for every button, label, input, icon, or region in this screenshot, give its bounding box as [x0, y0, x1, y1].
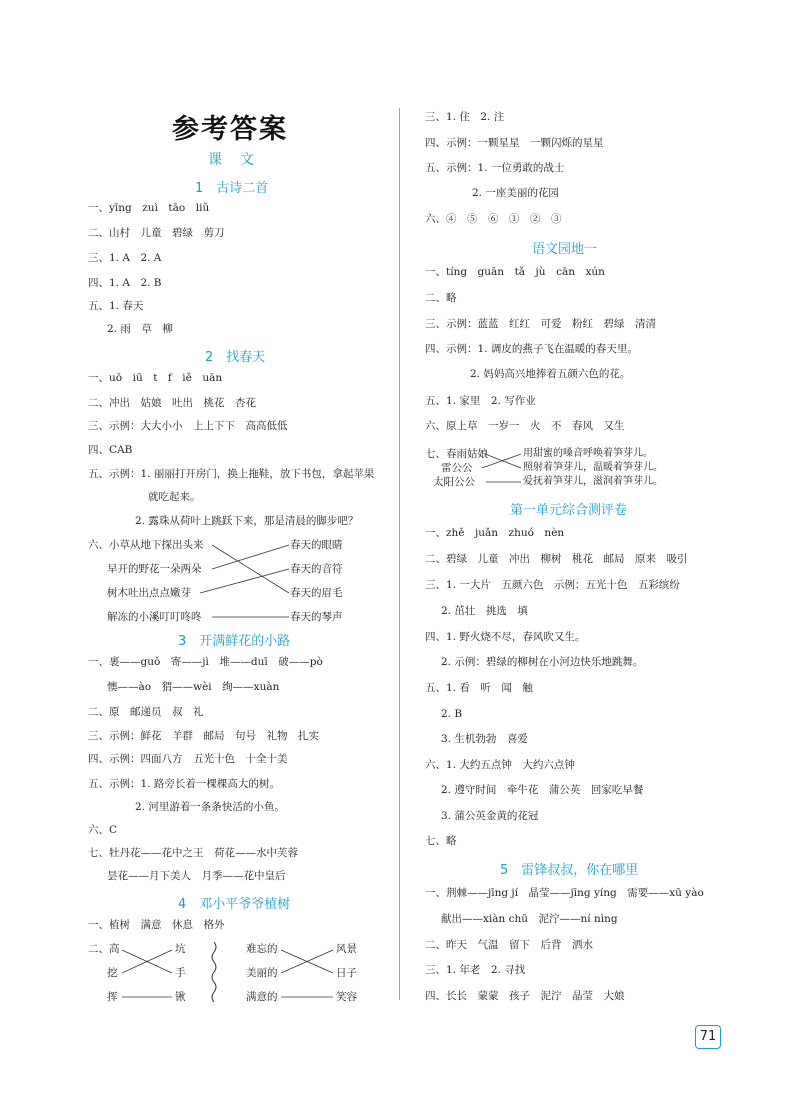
page-number: 71: [695, 1025, 721, 1049]
answer-line: 四、示例：四面八方 五光十色 十全十美: [88, 753, 288, 765]
answer-line: 就吃起来。: [148, 491, 201, 503]
answer-line: 七、略: [425, 835, 457, 847]
section-unit1-test: 第一单元综合测评卷: [510, 503, 628, 518]
match-right-item: 春天的琴声: [290, 611, 343, 623]
match-left-item: 七、春雨姑娘: [425, 448, 488, 460]
answer-line: 一、荆棘——jīng jí 晶莹——jīng yíng 需要——xū yào: [425, 887, 704, 899]
match-left-item: 挖: [107, 967, 118, 979]
match-right-item: 坑: [175, 943, 186, 955]
match-right-item: 用甜蜜的嗓音呼唤着笋芽儿。: [523, 448, 653, 459]
answer-line: 五、示例：1. 路旁长着一棵棵高大的树。: [88, 778, 280, 790]
answer-line: 五、1. 春天: [88, 300, 144, 312]
lesson-2-title: 2 找春天: [205, 350, 266, 365]
section-yuwenyuandi: 语文园地一: [532, 242, 598, 257]
lesson-3-title: 3 开满鲜花的小路: [178, 634, 291, 649]
answer-line: 五、示例：1. 一位勇敢的战士: [425, 162, 565, 174]
answer-line: 三、1. 一大片 五颜六色 示例：五光十色 五彩缤纷: [425, 579, 680, 591]
answer-line: 三、示例：大大小小 上上下下 高高低低: [88, 420, 288, 432]
match-left-item: 树木吐出点点嫩芽: [107, 587, 191, 599]
answer-line: 四、CAB: [88, 444, 133, 456]
match-left-item: 满意的: [246, 991, 278, 1003]
match-right-item: 春天的音符: [290, 563, 343, 575]
match-left-item: 美丽的: [246, 967, 278, 979]
answer-line: 三、示例：鲜花 羊群 邮局 句号 礼物 扎实: [88, 730, 319, 742]
answer-line: 2. 茁壮 挑选 填: [441, 605, 528, 617]
answer-line: 一、yīng zuì tāo liǔ: [88, 202, 210, 214]
answer-line: 2. 雨 草 柳: [107, 323, 173, 335]
answer-line: 一、植树 满意 休息 格外: [88, 919, 225, 931]
answer-line: 二、昨天 气温 留下 后背 洒水: [425, 939, 593, 951]
answer-line: 四、示例：1. 调皮的燕子飞在温暖的春天里。: [425, 343, 638, 355]
answer-line: 四、1. 野火烧不尽，春风吹又生。: [425, 631, 586, 643]
match-right-item: 春天的眼睛: [290, 539, 343, 551]
answer-line: 三、示例：蓝蓝 红红 可爱 粉红 碧绿 清清: [425, 318, 656, 330]
page-title: 参考答案: [172, 114, 288, 145]
match-left-item: 难忘的: [246, 943, 278, 955]
answer-line: 献出——xiàn chū 泥泞——ní nìng: [441, 913, 618, 925]
match-right-item: 春天的眉毛: [290, 587, 343, 599]
match-right-item: 风景: [336, 943, 357, 955]
answer-line: 3. 生机勃勃 喜爱: [441, 733, 528, 745]
answer-line: 一、uō iū t f iě uān: [88, 372, 223, 384]
answer-line: 三、1. A 2. A: [88, 252, 162, 264]
lesson-5-title: 5 雷锋叔叔，你在哪里: [500, 863, 639, 878]
match-left-item: 解冻的小溪叮叮咚咚: [107, 611, 202, 623]
match-left-item: 六、小草从地下探出头来: [88, 539, 204, 551]
answer-line: 五、1. 看 听 闻 触: [425, 682, 533, 694]
lesson-4-title: 4 邓小平爷爷植树: [178, 897, 291, 912]
match-left-item: 雷公公: [441, 462, 473, 474]
answer-line: 二、山村 儿童 碧绿 剪刀: [88, 227, 225, 239]
answer-line: 二、碧绿 儿童 冲出 柳树 桃花 邮局 原来 吸引: [425, 553, 688, 565]
answer-line: 四、示例：一颗星星 一颗闪烁的星星: [425, 137, 604, 149]
match-right-item: 日子: [336, 967, 357, 979]
answer-line: 昙花——月下美人 月季——花中皇后: [107, 870, 286, 882]
answer-line: 2. 一座美丽的花园: [472, 187, 559, 199]
answer-line: 一、裹——guǒ 寄——jì 堆——duī 破——pò: [88, 656, 323, 668]
answer-line: 2. 河里游着一条条快活的小鱼。: [135, 801, 285, 813]
answer-line: 2. B: [441, 708, 463, 720]
answer-line: 四、长长 蒙蒙 孩子 泥泞 晶莹 大娘: [425, 990, 625, 1002]
answer-line: 五、示例：1. 丽丽打开房门，换上拖鞋，放下书包，拿起苹果: [88, 468, 375, 480]
answer-line: 2. 妈妈高兴地捧着五颜六色的花。: [470, 368, 631, 380]
match-left-item: 太阳公公: [433, 476, 475, 488]
match-left-item: 二、高: [88, 943, 120, 955]
answer-line: 懊——ào 猬——wèi 绚——xuàn: [107, 681, 280, 693]
answer-line: 3. 蒲公英金黄的花冠: [441, 810, 539, 822]
match-right-item: 锹: [175, 991, 186, 1003]
answer-line: 六、C: [88, 824, 118, 836]
answer-line: 二、原 邮递员 叔 礼: [88, 706, 204, 718]
match-left-item: 挥: [107, 991, 118, 1003]
answer-line: 四、1. A 2. B: [88, 277, 162, 289]
section-kewen: 课文: [208, 152, 272, 168]
answer-line: 二、冲出 姑娘 吐出 桃花 杏花: [88, 397, 256, 409]
match-right-item: 照射着笋芽儿，温暖着笋芽儿。: [523, 462, 663, 473]
answer-line: 六、原上草 一岁一 火 不 春风 又生: [425, 420, 625, 432]
answer-line: 2. 露珠从荷叶上跳跃下来，那是清晨的脚步吧？: [135, 515, 359, 527]
lesson-1-title: 1 古诗二首: [195, 181, 269, 196]
match-left-item: 早开的野花一朵两朵: [107, 563, 202, 575]
answer-line: 二、略: [425, 292, 457, 304]
match-right-item: 笑容: [336, 991, 357, 1003]
match-right-item: 爱抚着笋芽儿，滋润着笋芽儿。: [523, 476, 663, 487]
answer-line: 五、1. 家里 2. 写作业: [425, 395, 536, 407]
match-right-item: 手: [175, 967, 186, 979]
answer-line: 2. 示例：碧绿的柳树在小河边快乐地跳舞。: [441, 656, 644, 668]
answer-line: 三、1. 年老 2. 寻找: [425, 964, 526, 976]
answer-line: 一、tíng guān tǎ jù cān xún: [425, 266, 605, 278]
answer-line: 六、④ ⑤ ⑥ ① ② ③: [425, 213, 562, 225]
answer-line: 六、1. 大约五点钟 大约六点钟: [425, 759, 575, 771]
answer-line: 一、zhě juǎn zhuó nèn: [425, 527, 565, 539]
answer-line: 三、1. 住 2. 注: [425, 111, 505, 123]
answer-line: 2. 遵守时间 牵牛花 蒲公英 回家吃早餐: [441, 784, 644, 796]
answer-line: 七、牡丹花——花中之王 荷花——水中芙蓉: [88, 847, 298, 859]
